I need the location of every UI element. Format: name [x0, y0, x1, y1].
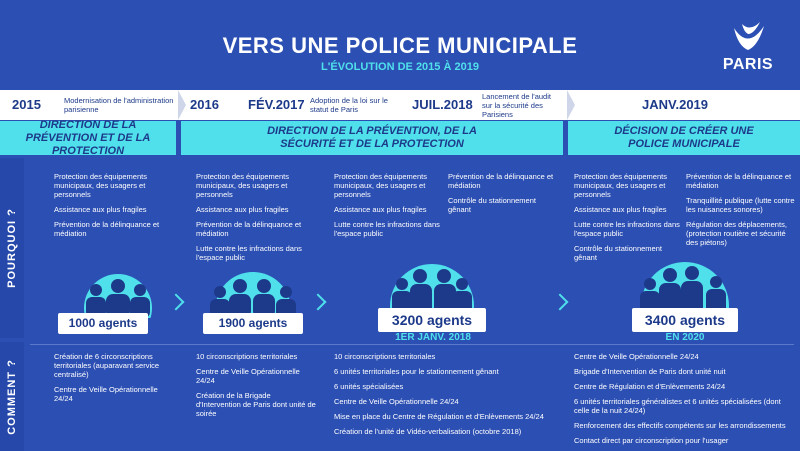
list-item: Prévention de la délinquance et médiation — [196, 220, 302, 238]
why-column-3a — [334, 172, 444, 244]
desc-juil-2018: Lancement de l'audit sur la sécurité des Parisiens — [482, 92, 551, 119]
list-item: Prévention de la délinquance et médiation — [54, 220, 160, 238]
list-item: Brigade d'Intervention de Paris dont unité nuit — [574, 367, 726, 376]
why-column-3b — [448, 172, 558, 220]
year-2015: 2015 — [12, 97, 41, 112]
phase-1-band — [0, 118, 176, 157]
phase-1-label: DIRECTION DE LA PRÉVENTION ET DE LA PROTECTION — [25, 118, 151, 157]
list-item: Régulation des déplacements, (protection routière et sécurité des piétons) — [686, 220, 787, 247]
how-column-2 — [196, 352, 316, 424]
list-item: 6 unités territoriales pour le stationnement gênant — [334, 367, 499, 376]
list-item: Assistance aux plus fragiles — [334, 205, 427, 214]
agents-group-icon — [632, 256, 738, 316]
why-column-1 — [54, 172, 174, 244]
list-item: Lutte contre les infractions dans l'espace public — [334, 220, 440, 238]
timeline-bar — [0, 90, 800, 120]
list-item: 6 unités territoriales généralistes et 6 unités spécialisées (dont celle de la nuit 24/24) — [574, 397, 781, 415]
list-item: Création de la Brigade d'Intervention de Paris dont unité de soirée — [196, 391, 316, 418]
phase-2-band — [181, 121, 563, 155]
year-janv-2019: JANV.2019 — [642, 97, 709, 112]
phase-3-label: DÉCISION DE CRÉER UNE POLICE MUNICIPALE — [614, 125, 754, 150]
year-juil-2018: JUIL.2018 — [412, 97, 473, 112]
paris-logo-text: PARIS — [722, 56, 774, 73]
why-column-4a — [574, 172, 682, 268]
list-item: Assistance aux plus fragiles — [54, 205, 147, 214]
chevron-right-icon — [168, 294, 185, 311]
list-item: Création de l'unité de Vidéo-verbalisation (octobre 2018) — [334, 427, 522, 436]
why-column-2 — [196, 172, 316, 268]
how-column-4 — [574, 352, 794, 451]
list-item: 10 circonscriptions territoriales — [334, 352, 436, 361]
why-side-label — [0, 158, 24, 338]
section-divider — [30, 344, 794, 345]
agents-count-2018: 3200 agents — [378, 308, 486, 332]
list-item: Lutte contre les infractions dans l'espace public — [196, 244, 302, 262]
list-item: Contact direct par circonscription pour l'usager — [574, 436, 729, 445]
desc-2015: Modernisation de l'administration parisienne — [64, 96, 174, 114]
list-item: Centre de Veille Opérationnelle 24/24 — [334, 397, 459, 406]
list-item: Contrôle du stationnement gênant — [448, 196, 536, 214]
list-item: Prévention de la délinquance et médiation — [686, 172, 792, 190]
agents-group-icon — [198, 268, 308, 318]
phase-3-band — [568, 121, 800, 155]
list-item: Protection des équipements municipaux, des usagers et personnels — [54, 172, 147, 199]
page-subtitle: L'ÉVOLUTION DE 2015 À 2019 — [321, 61, 479, 73]
desc-fev-2017: Adoption de la loi sur le statut de Paris — [310, 96, 388, 114]
list-item: Tranquillité publique (lutte contre les nuisances sonores) — [686, 196, 795, 214]
list-item: Protection des équipements municipaux, des usagers et personnels — [574, 172, 667, 199]
ship-icon — [714, 20, 782, 56]
how-label-text: COMMENT ? — [6, 358, 18, 435]
list-item: Protection des équipements municipaux, des usagers et personnels — [196, 172, 289, 199]
how-column-3 — [334, 352, 550, 442]
chevron-right-icon — [310, 294, 327, 311]
chevron-right-icon — [552, 294, 569, 311]
list-item: Protection des équipements municipaux, des usagers et personnels — [334, 172, 427, 199]
agents-date-2020: EN 2020 — [665, 332, 705, 343]
page-title: VERS UNE POLICE MUNICIPALE — [222, 33, 578, 58]
list-item: Prévention de la délinquance et médiation — [448, 172, 554, 190]
list-item: Centre de Veille Opérationnelle 24/24 — [574, 352, 699, 361]
agents-count-2016: 1900 agents — [203, 313, 303, 334]
year-2016: 2016 — [190, 97, 219, 112]
list-item: Assistance aux plus fragiles — [196, 205, 289, 214]
agents-count-2015: 1000 agents — [58, 313, 148, 334]
year-fev-2017: FÉV.2017 — [248, 97, 305, 112]
list-item: Centre de Régulation et d'Enlèvements 24/24 — [574, 382, 726, 391]
list-item: Création de 6 circonscriptions territoriales (auparavant service centralisé) — [54, 352, 160, 379]
list-item: 6 unités spécialisées — [334, 382, 404, 391]
list-item: Lutte contre les infractions dans l'espace public — [574, 220, 680, 238]
agents-count-2020: 3400 agents — [632, 308, 738, 332]
list-item: Mise en place du Centre de Régulation et d'Enlèvements 24/24 — [334, 412, 544, 421]
why-column-4b — [686, 172, 796, 253]
list-item: Assistance aux plus fragiles — [574, 205, 667, 214]
list-item: Renforcement des effectifs compétents sur les arrondissements — [574, 421, 786, 430]
why-label-text: POURQUOI ? — [6, 208, 18, 288]
list-item: Centre de Veille Opérationnelle 24/24 — [196, 367, 300, 385]
list-item: Contrôle du stationnement gênant — [574, 244, 662, 262]
agents-group-icon — [68, 268, 168, 318]
how-column-1 — [54, 352, 174, 409]
list-item: 10 circonscriptions territoriales — [196, 352, 298, 361]
how-side-label — [0, 342, 24, 451]
agents-date-2018: 1ER JANV. 2018 — [395, 332, 471, 343]
phase-2-label: DIRECTION DE LA PRÉVENTION, DE LA SÉCURITÉ ET DE LA PROTECTION — [267, 125, 477, 150]
list-item: Centre de Veille Opérationnelle 24/24 — [54, 385, 158, 403]
paris-logo — [714, 20, 782, 78]
